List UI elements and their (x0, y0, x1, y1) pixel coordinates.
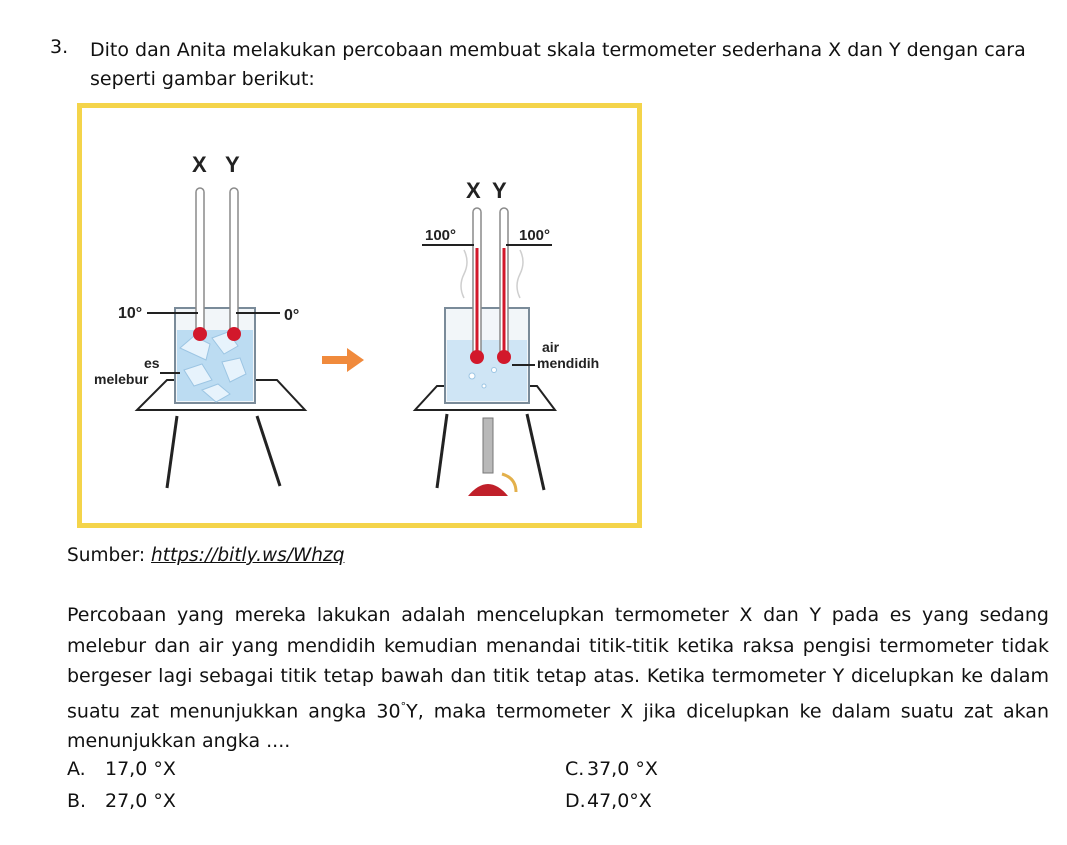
bubble (482, 384, 486, 388)
mark-y-left: 0° (284, 307, 300, 324)
option-a[interactable] (67, 758, 176, 780)
label-mendidih: mendidih (537, 355, 600, 371)
bubble (492, 368, 497, 373)
mercury-y-right (503, 248, 506, 356)
label-air: air (542, 339, 560, 355)
steam (517, 250, 523, 298)
right-setup (415, 178, 599, 496)
question-number: 3. (50, 36, 69, 58)
right-table-leg (437, 414, 447, 488)
question-paragraph (67, 600, 1049, 757)
mark-x-left: 10° (118, 305, 143, 322)
bulb-y-right (497, 350, 511, 364)
left-setup (94, 152, 305, 488)
label-es: es (144, 355, 160, 371)
option-d[interactable] (565, 790, 652, 812)
option-b-value: 27,0 °X (105, 790, 176, 812)
bulb-x-left (193, 327, 207, 341)
label-y-left: Y (225, 152, 240, 177)
thermometer-x-left (196, 188, 204, 333)
arrow-icon (322, 348, 364, 372)
option-d-value: 47,0°X (587, 790, 652, 812)
bubble (469, 373, 475, 379)
source-label: Sumber: (67, 545, 146, 566)
steam (461, 250, 467, 298)
question-intro: Dito dan Anita melakukan percobaan membuat skala termometer sederhana X dan Y dengan cara seperti gambar berikut: (90, 39, 1026, 90)
right-table-leg (527, 414, 544, 490)
label-y-right: Y (492, 178, 507, 203)
option-c-value: 37,0 °X (587, 758, 658, 780)
bulb-x-right (470, 350, 484, 364)
paragraph-part2: Y, maka termometer X jika dicelupkan ke dalam suatu zat akan menunjukkan angka .... (67, 699, 1049, 753)
mark-x-right: 100° (425, 227, 457, 244)
right-beaker-water (447, 340, 527, 401)
experiment-figure (77, 103, 642, 528)
label-melebur: melebur (94, 371, 149, 387)
option-a-letter: A. (67, 758, 86, 780)
source-link[interactable]: https://bitly.ws/Whzq (151, 545, 345, 566)
mercury-x-right (476, 248, 479, 356)
option-d-letter: D. (565, 790, 586, 812)
option-c[interactable] (565, 758, 658, 780)
burner-knob (502, 474, 516, 492)
burner-tube (483, 418, 493, 473)
label-x-left: X (192, 152, 207, 177)
option-a-value: 17,0 °X (105, 758, 176, 780)
burner-base (468, 484, 508, 496)
left-table-leg (257, 416, 280, 486)
bulb-y-left (227, 327, 241, 341)
thermometer-y-left (230, 188, 238, 333)
paragraph-part1: Percobaan yang mereka lakukan adalah mencelupkan termometer X dan Y pada es yang sedang melebur dan air yang mendidih kemudian menandai titik-titik ketika raksa pengisi termometer tidak bergeser lagi sebagai titik tetap bawah dan titik tetap atas. Ketika termometer Y dicelupkan ke dalam suatu zat menunjukkan angka 30 (67, 604, 1049, 722)
source-line (67, 545, 345, 566)
degree-symbol: ° (400, 699, 407, 713)
option-c-letter: C. (565, 758, 585, 780)
mark-y-right: 100° (519, 227, 551, 244)
label-x-right: X (466, 178, 481, 203)
left-table-leg (167, 416, 177, 488)
option-b-letter: B. (67, 790, 87, 812)
option-b[interactable] (67, 790, 176, 812)
